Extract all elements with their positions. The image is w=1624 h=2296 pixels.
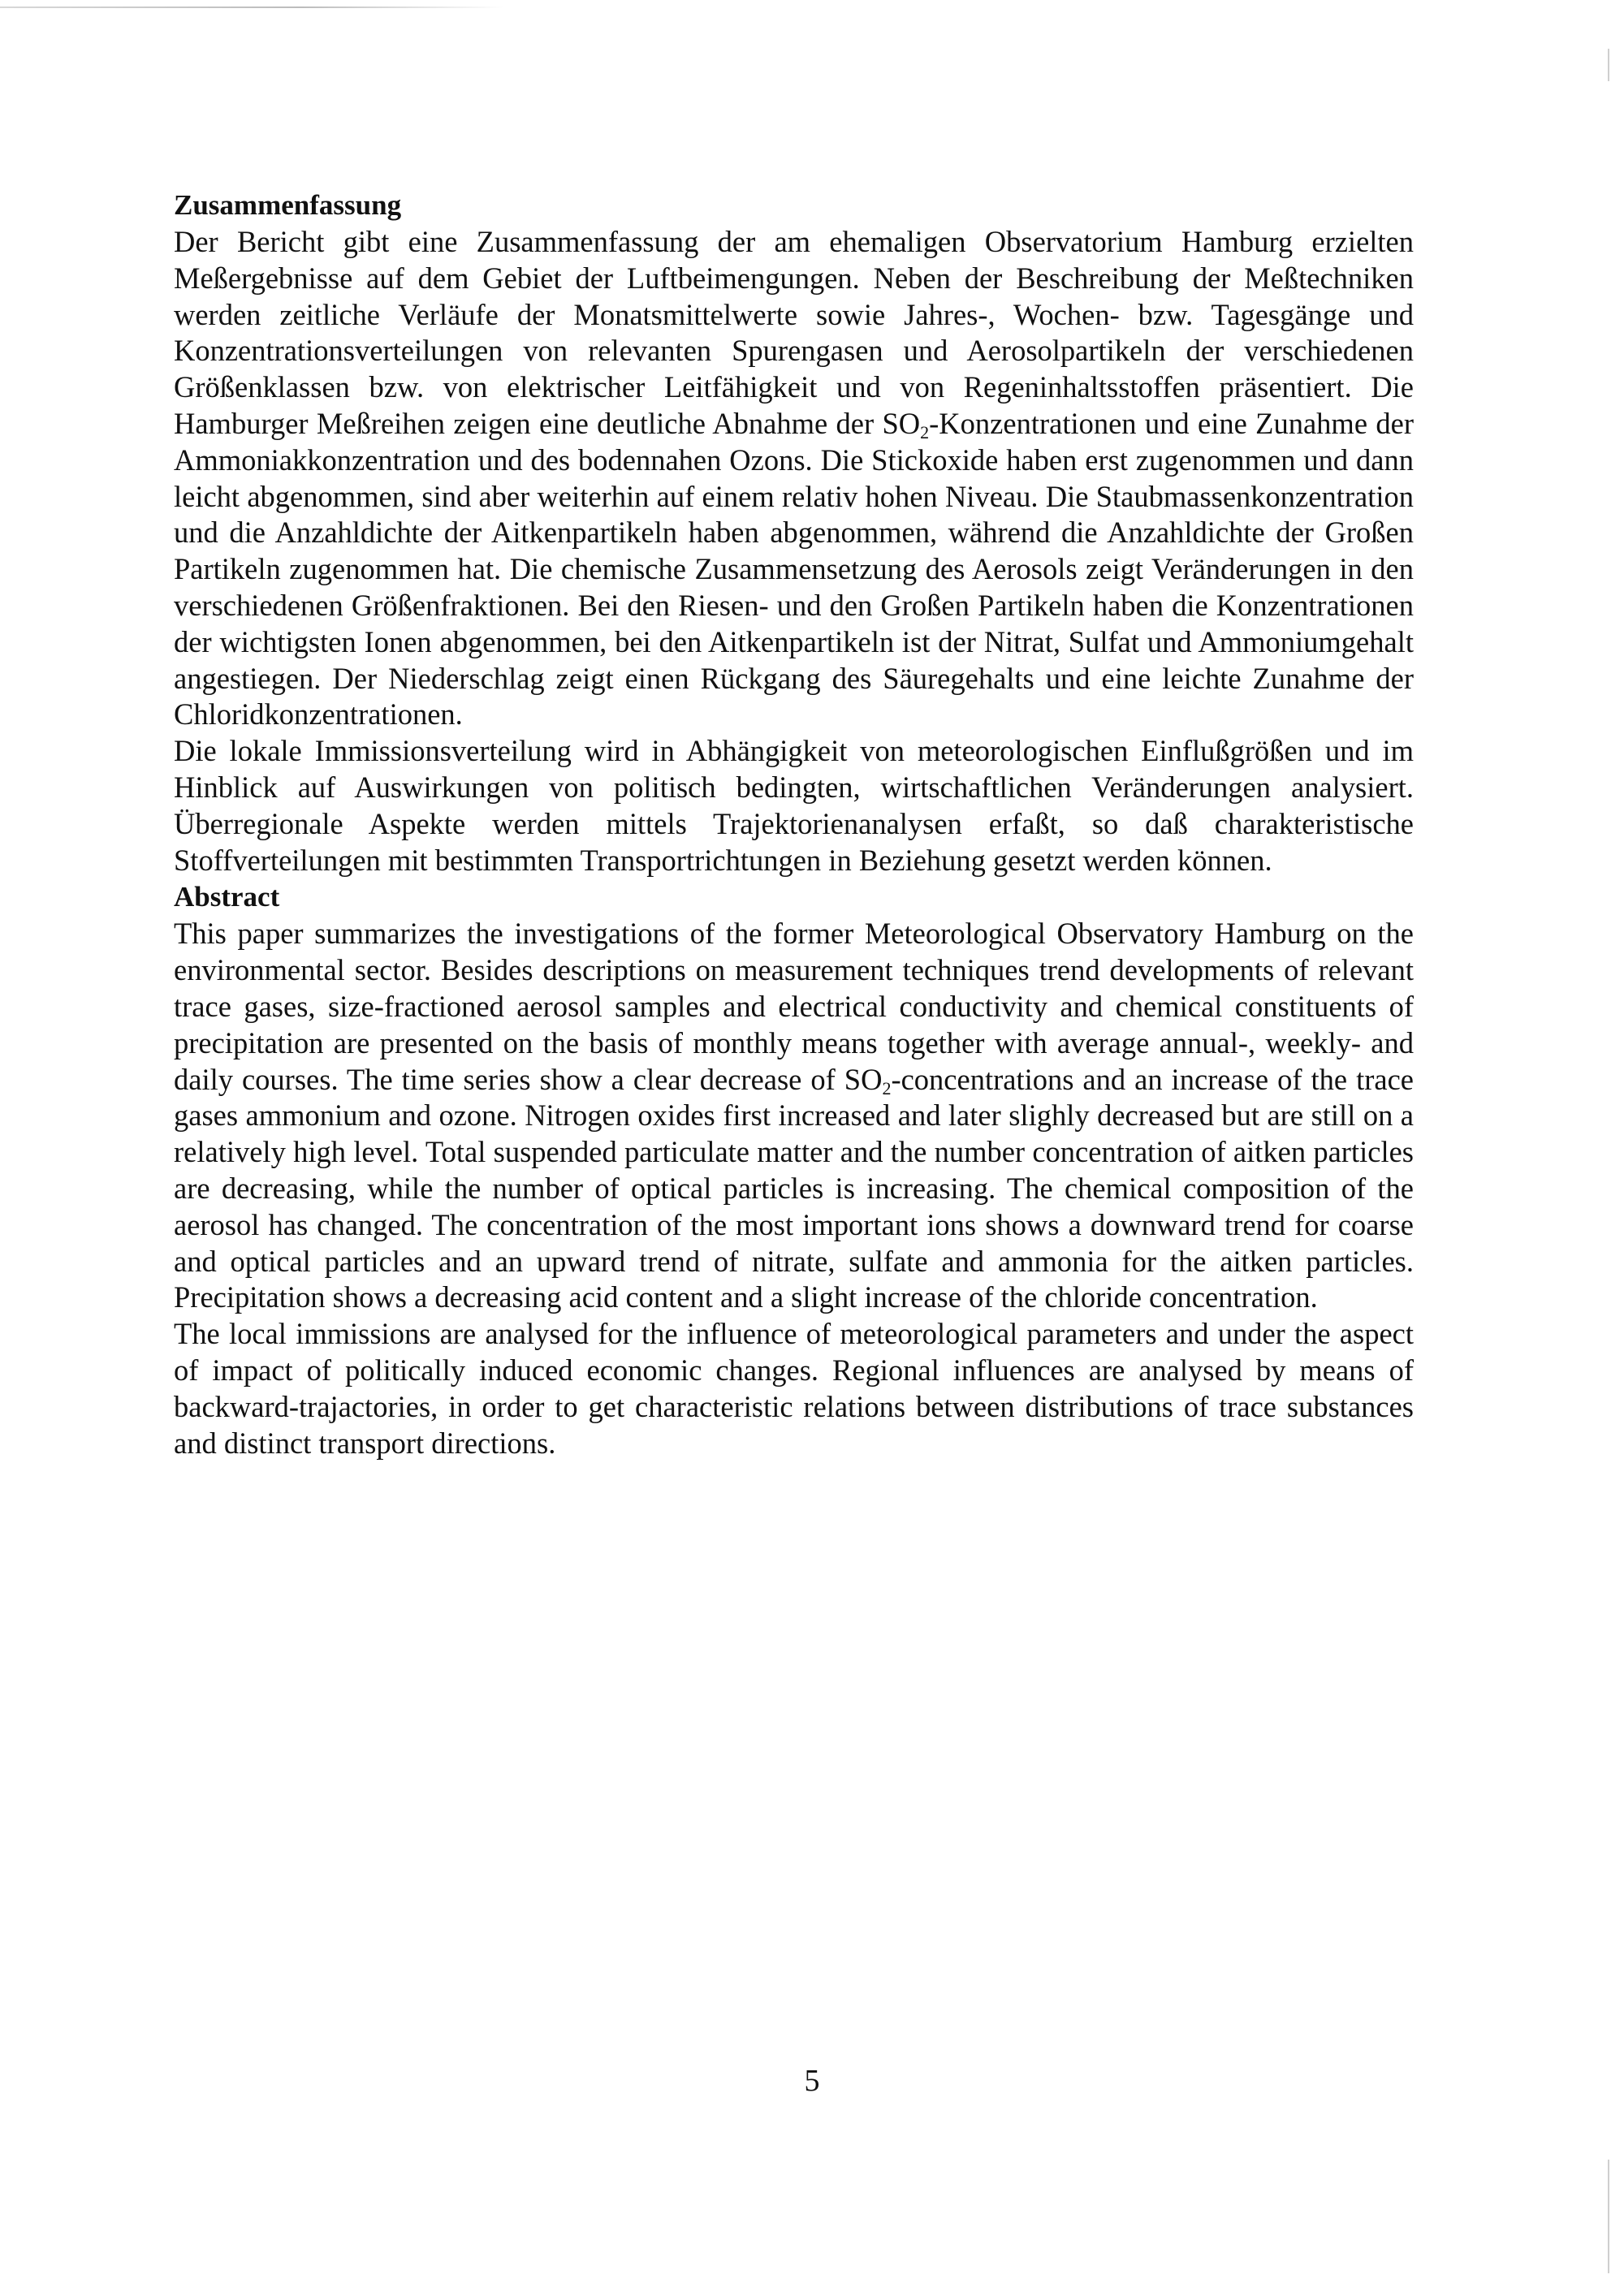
page-number: 5 xyxy=(804,2064,820,2098)
abstract-heading: Abstract xyxy=(174,881,280,913)
abstract-paragraph-2: The local immissions are analysed for the influence of meteorological parameters and under the aspect of impact of politically induced economic changes. Regional influences are analysed by means of backward-trajactories, in order to get characteristic relations between distributions of trace substances and distinct transport directions. xyxy=(174,1317,1414,1460)
summary-paragraph-1 xyxy=(174,224,1414,733)
page-content xyxy=(174,187,1414,1461)
abstract-paragraph-1 xyxy=(174,916,1414,1316)
summary-p1-text-b: -Konzentrationen und eine Zunahme der Ammoniakkonzentration und des bodennahen Ozons. Die Stickoxide haben erst zugenommen und dann leicht abgenommen, sind aber weiterhin auf einem relativ hohen Niveau. Die Staubmassenkonzentration und die Anzahldichte der Aitkenpartikeln haben abgenommen, während die Anzahldichte der Großen Partikeln zugenommen hat. Die chemische Zusammensetzung des Aerosols zeigt Veränderungen in den verschiedenen Größenfraktionen. Bei den Riesen- und den Großen Partikeln haben die Konzentrationen der wichtigsten Ionen abgenommen, bei den Aitkenpartikeln ist der Nitrat, Sulfat und Ammoniumgehalt angestiegen. Der Niederschlag zeigt einen Rückgang des Säuregehalts und eine leichte Zunahme der Chloridkonzentrationen. xyxy=(174,406,1414,732)
summary-paragraph-2: Die lokale Immissionsverteilung wird in Abhängigkeit von meteorologischen Einflußgrößen und im Hinblick auf Auswirkungen von politisch bedingten, wirtschaftlichen Veränderungen analysiert. Überregionale Aspekte werden mittels Trajektorienanalysen erfaßt, so daß charakteristische Stoffverteilungen mit bestimmten Transportrichtungen in Beziehung gesetzt werden können. xyxy=(174,734,1414,877)
abstract-section xyxy=(174,878,1414,1461)
scan-edge-top xyxy=(0,6,503,8)
abstract-p1-text-a: This paper summarizes the investigations of the former Meteorological Observatory Hamburg on the environmental sector. Besides descriptions on measurement techniques trend developments of relevant trace gases, size-fractioned aerosol samples and electrical conductivity and chemical constituents of precipitation are presented on the basis of monthly means together with average annual-, weekly- and daily courses. The time series show a clear decrease of SO xyxy=(174,917,1414,1096)
abstract-p1-text-b: -concentrations and an increase of the trace gases ammonium and ozone. Nitrogen oxides first increased and later slighly decreased but are still on a relatively high level. Total suspended particulate matter and the number concentration of aitken particles are decreasing, while the number of optical particles is increasing. The chemical composition of the aerosol has changed. The concentration of the most important ions shows a downward trend for coarse and optical particles and an upward trend of nitrate, sulfate and ammonia for the aitken particles. Precipitation shows a decreasing acid content and a slight increase of the chloride concentration. xyxy=(174,1062,1414,1314)
summary-p1-subscript: 2 xyxy=(920,421,930,442)
scan-mark-right-upper xyxy=(1608,49,1609,81)
abstract-p1-subscript: 2 xyxy=(882,1077,892,1098)
scan-mark-right xyxy=(1608,2160,1609,2273)
summary-section xyxy=(174,187,1414,878)
summary-p1-text-a: Der Bericht gibt eine Zusammenfassung der am ehemaligen Observatorium Hamburg erzielten Meßergebnisse auf dem Gebiet der Luftbeimengungen. Neben der Beschreibung der Meßtechniken werden zeitliche Verläufe der Monatsmittelwerte sowie Jahres-, Wochen- bzw. Tagesgänge und Konzentrationsverteilungen von relevanten Spurengasen und Aerosolpartikeln der verschiedenen Größenklassen bzw. von elektrischer Leitfähigkeit und von Regeninhaltsstoffen präsentiert. Die Hamburger Meßreihen zeigen eine deutliche Abnahme der SO xyxy=(174,225,1414,440)
summary-heading: Zusammenfassung xyxy=(174,189,402,221)
